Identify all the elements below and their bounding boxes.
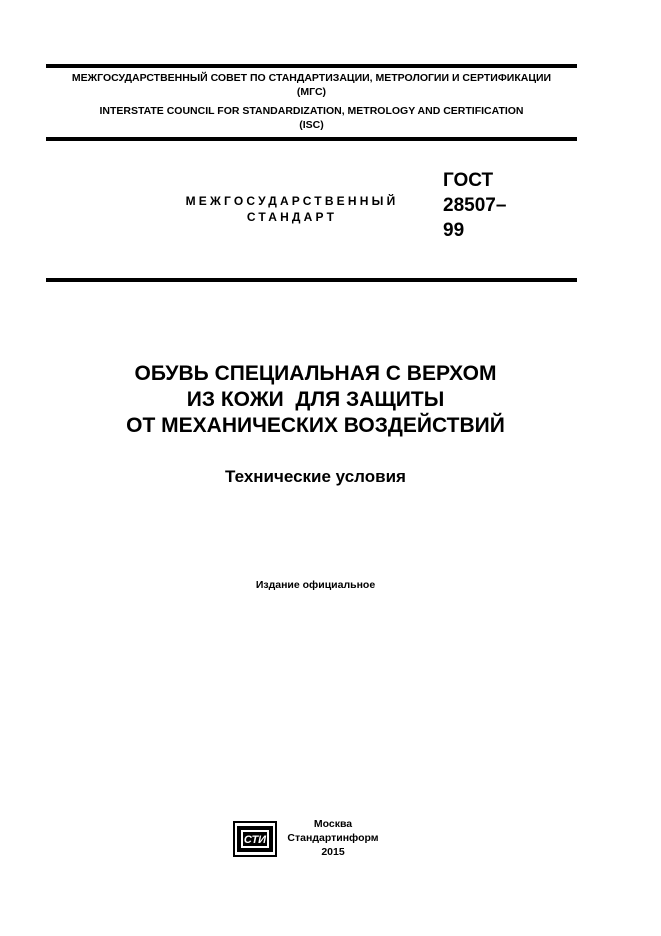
publisher-year: 2015 bbox=[321, 846, 345, 858]
council-abbr-en: (ISC) bbox=[299, 119, 324, 131]
standard-prefix: ГОСТ bbox=[443, 170, 494, 191]
standard-year: 99 bbox=[443, 220, 465, 241]
edition-label: Издание официальное bbox=[255, 579, 376, 591]
standartinform-logo-icon bbox=[233, 821, 277, 857]
standard-type bbox=[174, 193, 410, 225]
standard-designation bbox=[443, 168, 506, 243]
council-abbr-ru: (МГС) bbox=[296, 86, 327, 98]
publisher-city: Москва bbox=[313, 818, 353, 830]
publisher-name: Стандартинформ bbox=[287, 832, 379, 844]
header-divider bbox=[46, 137, 577, 141]
council-name-ru: МЕЖГОСУДАРСТВЕННЫЙ СОВЕТ ПО СТАНДАРТИЗАЦИИ, МЕТРОЛОГИИ И СЕРТИФИКАЦИИ bbox=[71, 72, 552, 84]
council-name-en: INTERSTATE COUNCIL FOR STANDARDIZATION, METROLOGY AND CERTIFICATION bbox=[99, 105, 524, 117]
standard-type-line1: МЕЖГОСУДАРСТВЕННЫЙ bbox=[185, 194, 399, 208]
logo-text: СТИ bbox=[243, 834, 267, 846]
designation-divider bbox=[46, 278, 577, 282]
document-subtitle: Технические условия bbox=[225, 467, 406, 486]
standard-number: 28507– bbox=[443, 195, 507, 216]
document-title-line1: ОБУВЬ СПЕЦИАЛЬНАЯ С ВЕРХОМ bbox=[134, 362, 497, 385]
standard-type-line2: СТАНДАРТ bbox=[246, 210, 338, 224]
document-title-line3: ОТ МЕХАНИЧЕСКИХ ВОЗДЕЙСТВИЙ bbox=[126, 414, 505, 437]
top-rule bbox=[46, 64, 577, 68]
document-title-line2: ИЗ КОЖИ ДЛЯ ЗАЩИТЫ bbox=[186, 388, 445, 411]
